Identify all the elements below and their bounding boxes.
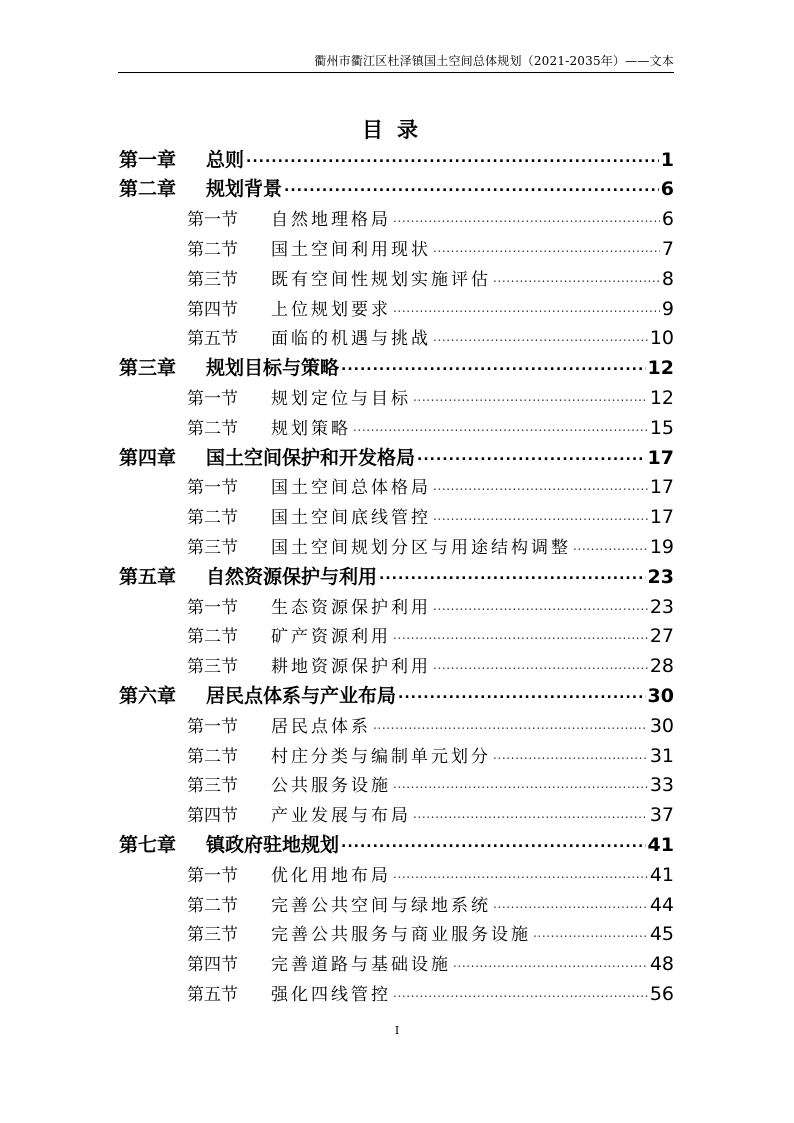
toc-entry-page: 31	[649, 744, 674, 767]
toc-chapter-entry[interactable]	[0, 352, 794, 382]
page-title: 目录	[362, 117, 432, 142]
dot-leader	[373, 715, 648, 732]
toc-section-entry[interactable]	[0, 471, 794, 501]
toc-section-entry[interactable]	[0, 381, 794, 411]
toc-entry-line	[206, 174, 674, 201]
toc-entry-line	[271, 593, 674, 618]
toc-entry-line	[271, 950, 674, 975]
toc-section-entry[interactable]	[0, 888, 794, 918]
dot-leader	[433, 327, 648, 344]
toc-section-entry[interactable]	[0, 262, 794, 292]
dot-leader	[493, 745, 648, 762]
toc-entry-page: 28	[649, 655, 674, 678]
toc-entry-line	[271, 473, 674, 498]
toc-entry-number: 第二节	[187, 508, 238, 529]
toc-chapter-entry[interactable]	[0, 173, 794, 203]
toc-entry-number: 第二章	[119, 178, 177, 201]
toc-entry-page: 44	[649, 893, 674, 916]
toc-chapter-entry[interactable]	[0, 441, 794, 471]
toc-entry-title: 自然地理格局	[271, 210, 391, 231]
toc-entry-line	[271, 384, 674, 409]
toc-entry-line	[271, 980, 674, 1005]
dot-leader	[393, 983, 648, 1000]
toc-entry-line	[271, 920, 674, 945]
toc-section-entry[interactable]	[0, 858, 794, 888]
toc-entry-number: 第二节	[187, 239, 238, 260]
toc-section-entry[interactable]	[0, 501, 794, 531]
toc-entry-page: 33	[649, 774, 674, 797]
toc-section-entry[interactable]	[0, 322, 794, 352]
toc-entry-number: 第二节	[187, 895, 238, 916]
toc-entry-title: 耕地资源保护利用	[271, 657, 431, 678]
toc-entry-title: 完善道路与基础设施	[271, 955, 451, 976]
toc-section-entry[interactable]	[0, 590, 794, 620]
toc-entry-line	[271, 533, 674, 558]
dot-leader	[393, 298, 660, 315]
toc-entry-line	[271, 891, 674, 916]
toc-entry-number: 第六章	[119, 684, 177, 707]
dot-leader	[284, 176, 659, 195]
toc-entry-page: 27	[649, 625, 674, 648]
toc-entry-page: 45	[649, 923, 674, 946]
dot-leader	[398, 683, 646, 702]
toc-entry-line	[271, 295, 674, 320]
toc-entry-title: 生态资源保护利用	[271, 597, 431, 618]
toc-entry-title: 优化用地布局	[271, 865, 391, 886]
dot-leader	[573, 536, 648, 553]
toc-section-entry[interactable]	[0, 948, 794, 978]
toc-entry-number: 第三节	[187, 776, 238, 797]
toc-entry-line	[271, 265, 674, 290]
toc-section-entry[interactable]	[0, 739, 794, 769]
dot-leader	[533, 923, 648, 940]
toc-entry-title: 总则	[206, 148, 245, 171]
toc-entry-number: 第五节	[187, 984, 238, 1005]
toc-entry-page: 10	[649, 327, 674, 350]
header-text: 衢州市衢江区杜泽镇国土空间总体规划（2021-2035年）——文本	[314, 54, 674, 68]
dot-leader	[433, 596, 648, 613]
dot-leader	[413, 804, 648, 821]
toc-entry-number: 第一节	[187, 478, 238, 499]
toc-entry-title: 国土空间保护和开发格局	[206, 446, 416, 469]
dot-leader	[353, 417, 648, 434]
running-header	[118, 52, 674, 73]
toc-section-entry[interactable]	[0, 799, 794, 829]
toc-entry-page: 9	[661, 297, 674, 320]
toc-chapter-entry[interactable]	[0, 560, 794, 590]
toc-entry-page: 30	[649, 714, 674, 737]
toc-entry-title: 镇政府驻地规划	[206, 833, 340, 856]
dot-leader	[433, 238, 660, 255]
toc-entry-title: 国土空间规划分区与用途结构调整	[271, 537, 571, 558]
toc-section-entry[interactable]	[0, 292, 794, 322]
toc-entry-page: 56	[649, 982, 674, 1005]
toc-entry-page: 41	[647, 833, 674, 856]
toc-entry-title: 规划定位与目标	[271, 388, 411, 409]
toc-entry-page: 7	[661, 237, 674, 260]
toc-entry-number: 第七章	[119, 833, 177, 856]
toc-section-entry[interactable]	[0, 530, 794, 560]
toc-chapter-entry[interactable]	[0, 828, 794, 858]
toc-entry-line	[271, 622, 674, 647]
toc-entry-page: 6	[661, 208, 674, 231]
toc-entry-page: 8	[661, 267, 674, 290]
toc-entry-line	[271, 503, 674, 528]
toc-section-entry[interactable]	[0, 203, 794, 233]
toc-entry-number: 第三章	[119, 357, 177, 380]
toc-entry-line	[271, 205, 674, 230]
toc-section-entry[interactable]	[0, 411, 794, 441]
toc-entry-number: 第一节	[187, 597, 238, 618]
dot-leader	[379, 564, 646, 583]
dot-leader	[493, 894, 648, 911]
toc-entry-title: 规划策略	[271, 418, 351, 439]
toc-entry-page: 12	[649, 386, 674, 409]
toc-entry-number: 第一章	[119, 148, 177, 171]
toc-entry-page: 19	[649, 535, 674, 558]
toc-entry-number: 第一节	[187, 210, 238, 231]
toc-entry-page: 17	[649, 506, 674, 529]
toc-entry-page: 48	[649, 953, 674, 976]
toc-entry-number: 第四章	[119, 446, 177, 469]
toc-entry-title: 上位规划要求	[271, 299, 391, 320]
toc-entry-title: 完善公共空间与绿地系统	[271, 895, 491, 916]
toc-entry-number: 第二节	[187, 627, 238, 648]
toc-entry-page: 17	[649, 476, 674, 499]
toc-entry-line	[206, 562, 674, 589]
toc-entry-number: 第三节	[187, 537, 238, 558]
dot-leader	[393, 864, 648, 881]
toc-entry-page: 6	[660, 178, 674, 201]
dot-leader	[417, 445, 646, 464]
toc-entry-line	[271, 771, 674, 796]
toc-entry-title: 规划背景	[206, 178, 283, 201]
toc-chapter-entry[interactable]	[0, 679, 794, 709]
toc-entry-line	[206, 145, 674, 172]
toc-entry-title: 完善公共服务与商业服务设施	[271, 925, 531, 946]
toc-entry-title: 矿产资源利用	[271, 627, 391, 648]
toc-entry-number: 第四节	[187, 299, 238, 320]
toc-chapter-entry[interactable]	[0, 143, 794, 173]
dot-leader	[493, 268, 660, 285]
dot-leader	[246, 147, 659, 166]
toc-entry-number: 第三节	[187, 269, 238, 290]
toc-entry-line	[206, 681, 674, 708]
toc-entry-page: 41	[649, 863, 674, 886]
toc-entry-number: 第五节	[187, 329, 238, 350]
toc-entry-number: 第二节	[187, 418, 238, 439]
toc-section-entry[interactable]	[0, 769, 794, 799]
toc-entry-number: 第三节	[187, 925, 238, 946]
toc-section-entry[interactable]	[0, 709, 794, 739]
toc-entry-page: 1	[660, 148, 674, 171]
toc-entry-title: 面临的机遇与挑战	[271, 329, 431, 350]
dot-leader	[341, 832, 646, 851]
toc-section-entry[interactable]	[0, 650, 794, 680]
toc-entry-page: 17	[647, 446, 674, 469]
toc-entry-line	[271, 861, 674, 886]
dot-leader	[393, 208, 660, 225]
toc-entry-line	[271, 712, 674, 737]
toc-entry-line	[271, 742, 674, 767]
toc-entry-line	[206, 830, 674, 857]
toc-entry-title: 规划目标与策略	[206, 357, 340, 380]
dot-leader	[453, 953, 648, 970]
toc-entry-line	[206, 353, 674, 380]
toc-section-entry[interactable]	[0, 977, 794, 1007]
toc-section-entry[interactable]	[0, 620, 794, 650]
toc-entry-number: 第一节	[187, 865, 238, 886]
toc-entry-line	[206, 443, 674, 470]
toc-section-entry[interactable]	[0, 918, 794, 948]
toc-entry-number: 第四节	[187, 806, 238, 827]
toc-entry-number: 第四节	[187, 955, 238, 976]
toc-entry-title: 产业发展与布局	[271, 806, 411, 827]
toc-entry-page: 23	[649, 595, 674, 618]
toc-entry-page: 23	[647, 565, 674, 588]
toc-entry-title: 强化四线管控	[271, 984, 391, 1005]
toc-entry-title: 公共服务设施	[271, 776, 391, 797]
dot-leader	[413, 387, 648, 404]
toc-entry-page: 37	[649, 804, 674, 827]
dot-leader	[433, 655, 648, 672]
toc-entry-line	[271, 652, 674, 677]
dot-leader	[433, 476, 648, 493]
toc-entry-line	[271, 414, 674, 439]
toc-entry-line	[271, 235, 674, 260]
toc-entry-page: 12	[647, 357, 674, 380]
toc-entry-page: 15	[649, 416, 674, 439]
toc-entry-number: 第二节	[187, 746, 238, 767]
toc-entry-title: 居民点体系	[271, 716, 371, 737]
toc-entry-title: 国土空间底线管控	[271, 508, 431, 529]
dot-leader	[393, 625, 648, 642]
page-number: I	[394, 1024, 400, 1037]
toc-entry-number: 第五章	[119, 565, 177, 588]
toc-entry-title: 既有空间性规划实施评估	[271, 269, 491, 290]
toc-entry-title: 自然资源保护与利用	[206, 565, 378, 588]
dot-leader	[433, 506, 648, 523]
toc-entry-number: 第一节	[187, 388, 238, 409]
toc-entry-title: 村庄分类与编制单元划分	[271, 746, 491, 767]
toc-entry-line	[271, 801, 674, 826]
toc-entry-title: 居民点体系与产业布局	[206, 684, 397, 707]
dot-leader	[341, 355, 646, 374]
toc-entry-page: 30	[647, 684, 674, 707]
toc-entry-number: 第三节	[187, 657, 238, 678]
toc-entry-title: 国土空间利用现状	[271, 239, 431, 260]
dot-leader	[393, 774, 648, 791]
toc-entry-number: 第一节	[187, 716, 238, 737]
toc-entry-line	[271, 324, 674, 349]
toc-section-entry[interactable]	[0, 232, 794, 262]
toc-entry-title: 国土空间总体格局	[271, 478, 431, 499]
